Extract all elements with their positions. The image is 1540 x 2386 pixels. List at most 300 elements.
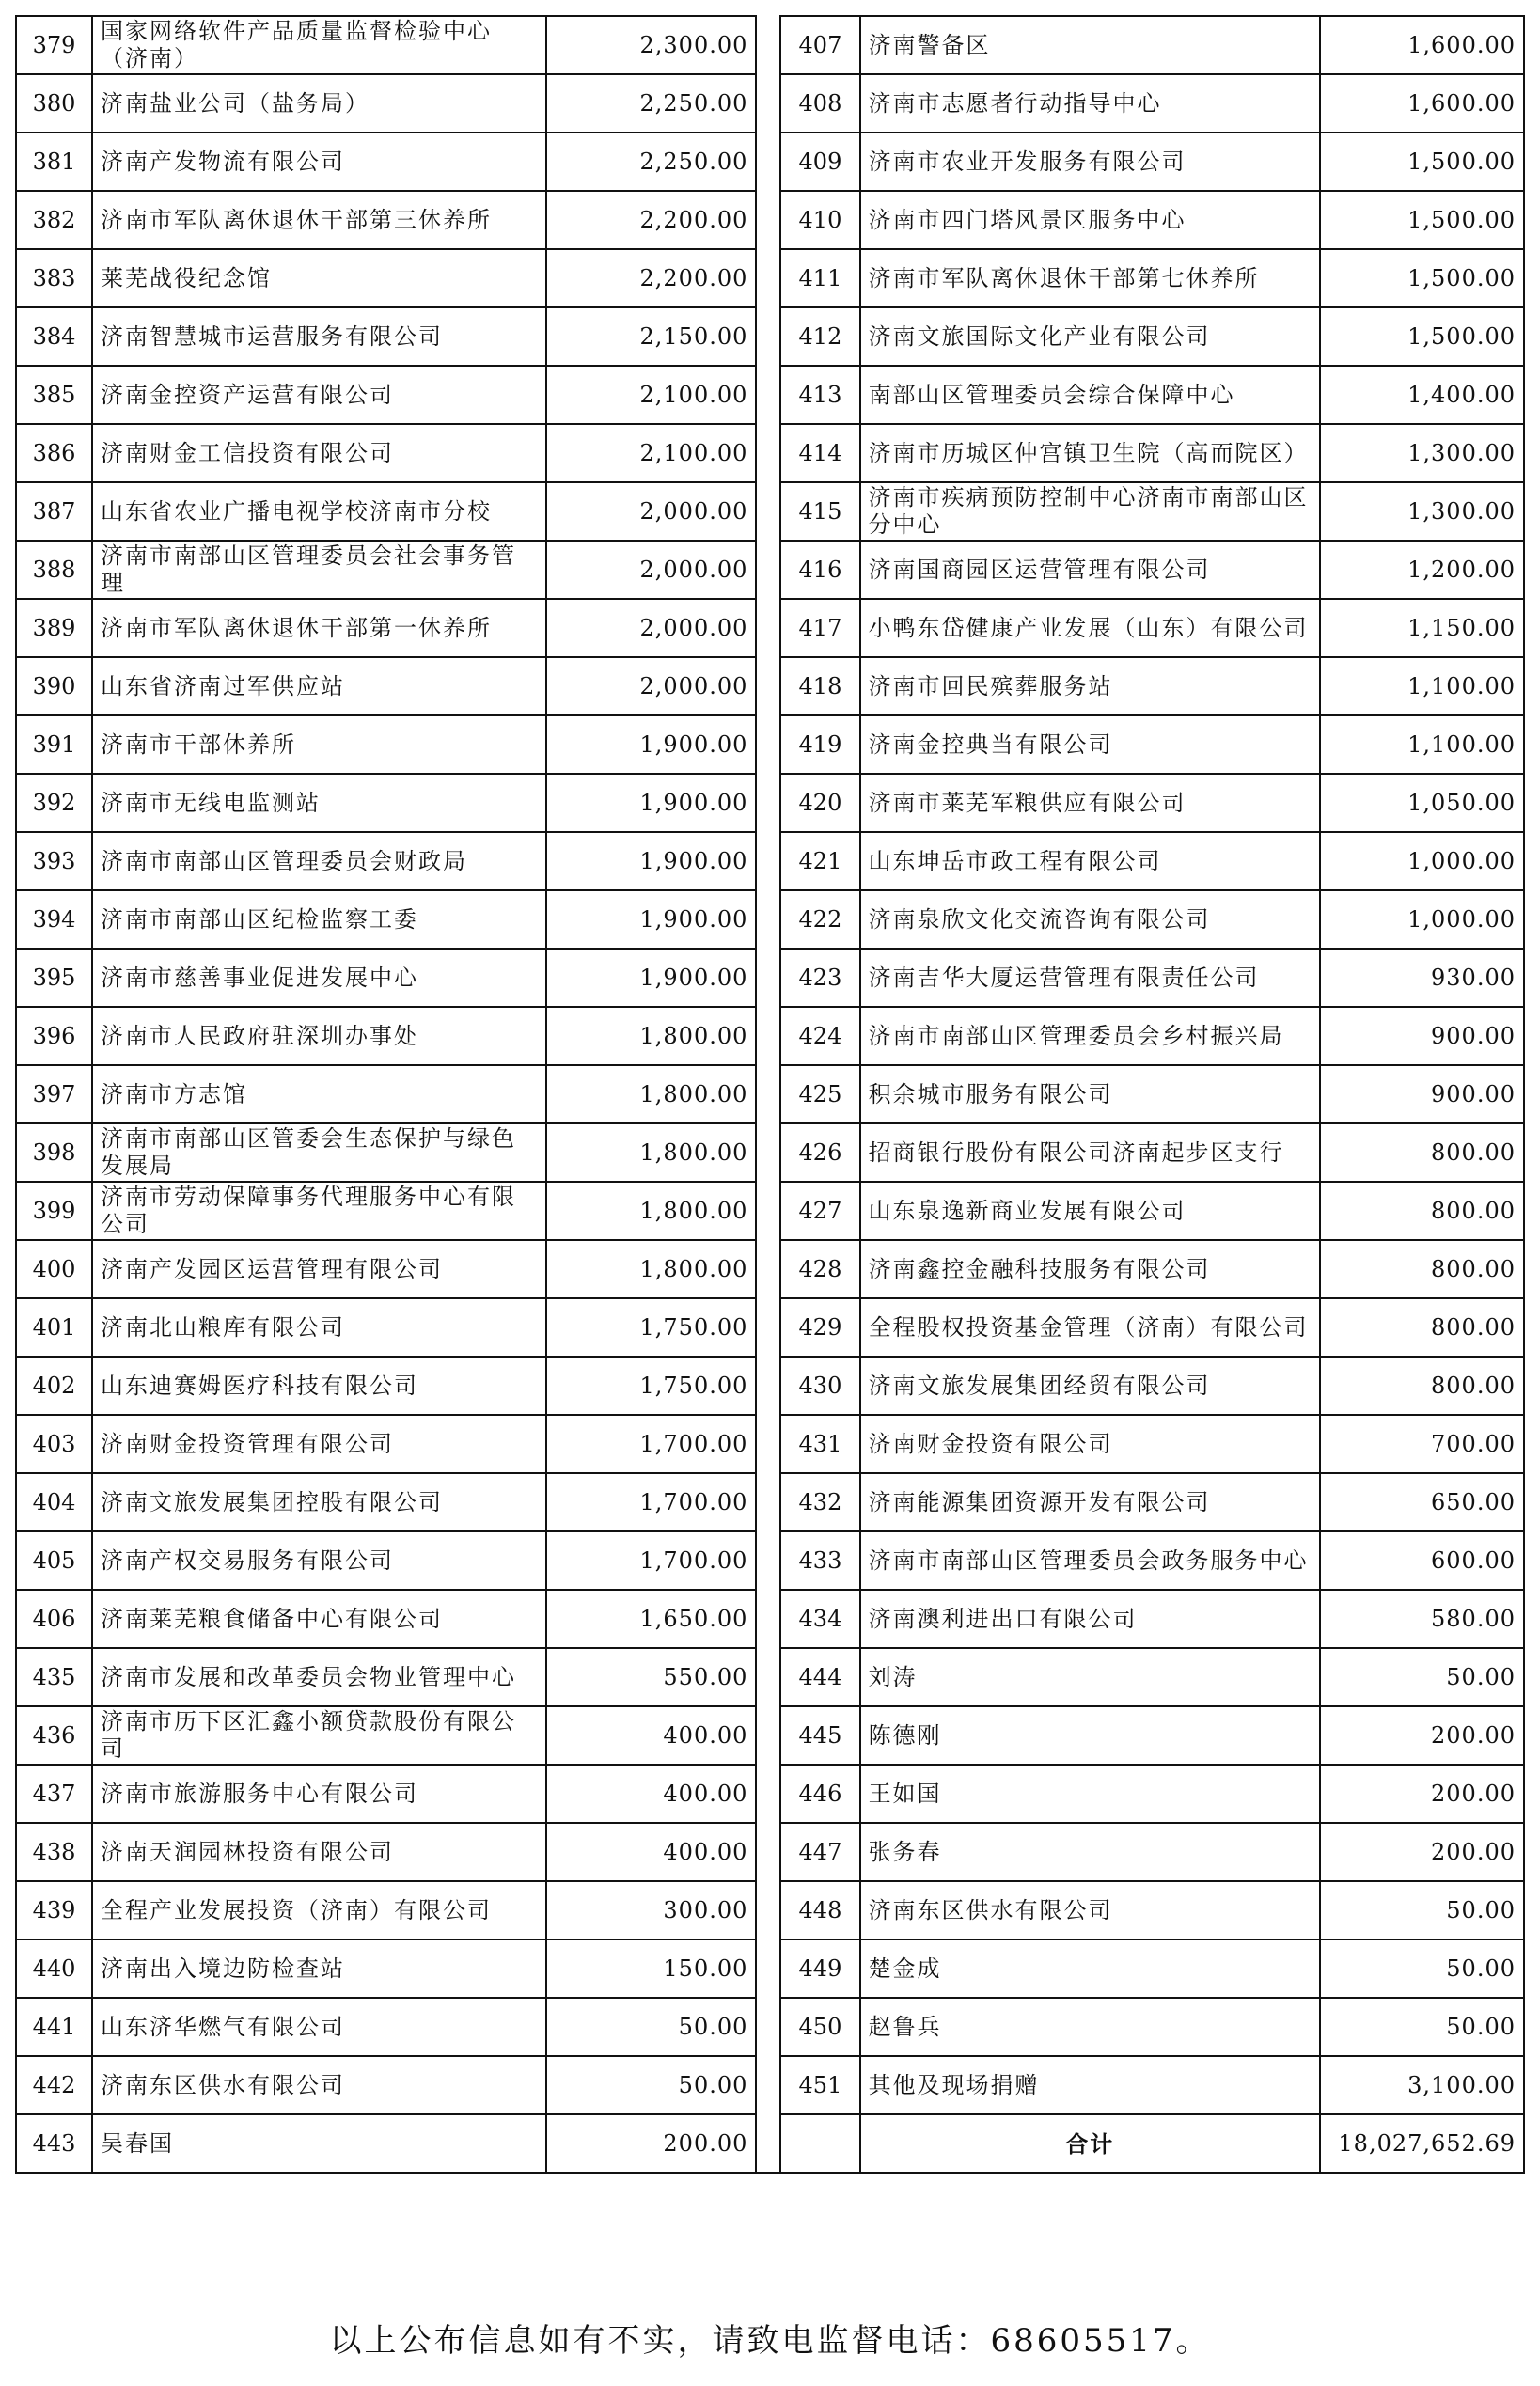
- right-entry-number: 417: [780, 599, 859, 657]
- left-donor-name: 济南市发展和改革委员会物业管理中心: [92, 1648, 546, 1706]
- right-donor-name: 济南鑫控金融科技服务有限公司: [860, 1240, 1320, 1298]
- left-entry-number: 404: [16, 1473, 92, 1531]
- table-row: [16, 1998, 1524, 2056]
- left-donor-name: 山东省济南过军供应站: [92, 657, 546, 715]
- table-row: [16, 307, 1524, 366]
- right-donation-amount: 1,500.00: [1320, 249, 1524, 307]
- right-donation-amount: 650.00: [1320, 1473, 1524, 1531]
- left-entry-number: 403: [16, 1415, 92, 1473]
- left-entry-number: 443: [16, 2114, 92, 2173]
- right-entry-number: 408: [780, 74, 859, 133]
- supervision-footer: 以上公布信息如有不实，请致电监督电话：68605517。: [329, 2322, 1211, 2360]
- total-label: 合计: [860, 2114, 1320, 2173]
- left-donation-amount: 2,100.00: [546, 424, 757, 482]
- left-entry-number: 386: [16, 424, 92, 482]
- right-donation-amount: 50.00: [1320, 1881, 1524, 1939]
- right-donation-amount: 1,150.00: [1320, 599, 1524, 657]
- column-separator: [756, 307, 780, 366]
- column-separator: [756, 482, 780, 541]
- left-donor-name: 济南市干部休养所: [92, 715, 546, 774]
- left-donation-amount: 400.00: [546, 1765, 757, 1823]
- right-donor-name: 招商银行股份有限公司济南起步区支行: [860, 1123, 1320, 1182]
- column-separator: [756, 1123, 780, 1182]
- left-donor-name: 吴春国: [92, 2114, 546, 2173]
- left-entry-number: 437: [16, 1765, 92, 1823]
- left-entry-number: 381: [16, 133, 92, 191]
- right-entry-number: 450: [780, 1998, 859, 2056]
- left-donation-amount: 1,650.00: [546, 1590, 757, 1648]
- right-donation-amount: 50.00: [1320, 1998, 1524, 2056]
- left-donation-amount: 1,900.00: [546, 949, 757, 1007]
- right-donation-amount: 900.00: [1320, 1007, 1524, 1065]
- column-separator: [756, 2056, 780, 2114]
- table-row: [16, 1123, 1524, 1182]
- left-donor-name: 济南市劳动保障事务代理服务中心有限公司: [92, 1182, 546, 1240]
- left-donor-name: 山东省农业广播电视学校济南市分校: [92, 482, 546, 541]
- column-separator: [756, 1998, 780, 2056]
- left-donor-name: 济南智慧城市运营服务有限公司: [92, 307, 546, 366]
- left-entry-number: 382: [16, 191, 92, 249]
- column-separator: [756, 424, 780, 482]
- right-entry-number: 427: [780, 1182, 859, 1240]
- table-row: [16, 366, 1524, 424]
- left-donor-name: 济南财金投资管理有限公司: [92, 1415, 546, 1473]
- left-entry-number: 385: [16, 366, 92, 424]
- left-donation-amount: 2,200.00: [546, 249, 757, 307]
- left-donation-amount: 2,250.00: [546, 133, 757, 191]
- table-row: [16, 2056, 1524, 2114]
- column-separator: [756, 1415, 780, 1473]
- column-separator: [756, 16, 780, 74]
- right-donor-name: 济南市南部山区管理委员会乡村振兴局: [860, 1007, 1320, 1065]
- right-entry-number: 410: [780, 191, 859, 249]
- right-entry-number: 428: [780, 1240, 859, 1298]
- left-entry-number: 401: [16, 1298, 92, 1357]
- left-donation-amount: 1,900.00: [546, 715, 757, 774]
- column-separator: [756, 1590, 780, 1648]
- left-donation-amount: 400.00: [546, 1823, 757, 1881]
- left-donation-amount: 1,900.00: [546, 890, 757, 949]
- right-donor-name: 济南能源集团资源开发有限公司: [860, 1473, 1320, 1531]
- right-donor-name: 山东泉逸新商业发展有限公司: [860, 1182, 1320, 1240]
- left-donation-amount: 50.00: [546, 1998, 757, 2056]
- left-donor-name: 济南市慈善事业促进发展中心: [92, 949, 546, 1007]
- right-donor-name: 赵鲁兵: [860, 1998, 1320, 2056]
- left-donor-name: 济南财金工信投资有限公司: [92, 424, 546, 482]
- column-separator: [756, 1007, 780, 1065]
- left-donation-amount: 2,000.00: [546, 657, 757, 715]
- right-entry-number: 447: [780, 1823, 859, 1881]
- left-entry-number: 441: [16, 1998, 92, 2056]
- donation-table: [15, 15, 1525, 2174]
- left-donor-name: 济南市旅游服务中心有限公司: [92, 1765, 546, 1823]
- table-row: [16, 1531, 1524, 1590]
- left-entry-number: 440: [16, 1939, 92, 1998]
- table-row: [16, 1939, 1524, 1998]
- left-entry-number: 439: [16, 1881, 92, 1939]
- right-donation-amount: 800.00: [1320, 1240, 1524, 1298]
- left-donation-amount: 1,750.00: [546, 1357, 757, 1415]
- right-entry-number: 445: [780, 1706, 859, 1765]
- left-donation-amount: 2,150.00: [546, 307, 757, 366]
- right-entry-number: 409: [780, 133, 859, 191]
- right-entry-number: 446: [780, 1765, 859, 1823]
- column-separator: [756, 949, 780, 1007]
- right-donor-name: 济南财金投资有限公司: [860, 1415, 1320, 1473]
- table-row: [16, 599, 1524, 657]
- right-donor-name: 全程股权投资基金管理（济南）有限公司: [860, 1298, 1320, 1357]
- left-donor-name: 济南文旅发展集团控股有限公司: [92, 1473, 546, 1531]
- left-entry-number: 438: [16, 1823, 92, 1881]
- left-entry-number: 387: [16, 482, 92, 541]
- right-donation-amount: 800.00: [1320, 1123, 1524, 1182]
- column-separator: [756, 1240, 780, 1298]
- left-donation-amount: 2,300.00: [546, 16, 757, 74]
- column-separator: [756, 249, 780, 307]
- right-donation-amount: 1,500.00: [1320, 307, 1524, 366]
- table-row: [16, 1240, 1524, 1298]
- table-row: [16, 482, 1524, 541]
- column-separator: [756, 74, 780, 133]
- right-donation-amount: 50.00: [1320, 1939, 1524, 1998]
- table-row: [16, 249, 1524, 307]
- column-separator: [756, 1648, 780, 1706]
- right-donation-amount: 1,100.00: [1320, 715, 1524, 774]
- left-donor-name: 济南产权交易服务有限公司: [92, 1531, 546, 1590]
- right-donor-name: 济南警备区: [860, 16, 1320, 74]
- left-donation-amount: 200.00: [546, 2114, 757, 2173]
- left-donor-name: 济南市南部山区管理委员会财政局: [92, 832, 546, 890]
- column-separator: [756, 1357, 780, 1415]
- right-donor-name: 张务春: [860, 1823, 1320, 1881]
- left-donation-amount: 1,700.00: [546, 1531, 757, 1590]
- donation-rows: [16, 16, 1524, 2173]
- table-row: [16, 541, 1524, 599]
- table-row: [16, 1473, 1524, 1531]
- column-separator: [756, 1473, 780, 1531]
- left-donor-name: 莱芜战役纪念馆: [92, 249, 546, 307]
- column-separator: [756, 1881, 780, 1939]
- column-separator: [756, 657, 780, 715]
- left-donor-name: 济南市军队离休退休干部第三休养所: [92, 191, 546, 249]
- column-separator: [756, 715, 780, 774]
- right-donor-name: 山东坤岳市政工程有限公司: [860, 832, 1320, 890]
- right-donation-amount: 200.00: [1320, 1823, 1524, 1881]
- left-donation-amount: 2,250.00: [546, 74, 757, 133]
- right-entry-number: 448: [780, 1881, 859, 1939]
- right-entry-number: 432: [780, 1473, 859, 1531]
- left-entry-number: 396: [16, 1007, 92, 1065]
- left-entry-number: 391: [16, 715, 92, 774]
- left-entry-number: 390: [16, 657, 92, 715]
- left-donor-name: 济南市军队离休退休干部第一休养所: [92, 599, 546, 657]
- right-donor-name: 其他及现场捐赠: [860, 2056, 1320, 2114]
- left-entry-number: 398: [16, 1123, 92, 1182]
- left-donor-name: 济南市方志馆: [92, 1065, 546, 1123]
- left-donation-amount: 50.00: [546, 2056, 757, 2114]
- right-donor-name: 济南澳利进出口有限公司: [860, 1590, 1320, 1648]
- left-donor-name: 济南出入境边防检查站: [92, 1939, 546, 1998]
- right-donation-amount: 1,600.00: [1320, 16, 1524, 74]
- right-entry-number: 425: [780, 1065, 859, 1123]
- right-entry-number: 434: [780, 1590, 859, 1648]
- right-entry-number: 412: [780, 307, 859, 366]
- left-donor-name: 济南市南部山区纪检监察工委: [92, 890, 546, 949]
- table-row: [16, 1648, 1524, 1706]
- left-donor-name: 济南产发物流有限公司: [92, 133, 546, 191]
- column-separator: [756, 1765, 780, 1823]
- left-entry-number: 395: [16, 949, 92, 1007]
- left-donor-name: 济南市南部山区管委会生态保护与绿色发展局: [92, 1123, 546, 1182]
- right-donation-amount: 1,050.00: [1320, 774, 1524, 832]
- right-donation-amount: 1,400.00: [1320, 366, 1524, 424]
- left-donation-amount: 1,900.00: [546, 774, 757, 832]
- left-donor-name: 全程产业发展投资（济南）有限公司: [92, 1881, 546, 1939]
- right-entry-number: 431: [780, 1415, 859, 1473]
- left-donation-amount: 1,900.00: [546, 832, 757, 890]
- right-donation-amount: 1,300.00: [1320, 482, 1524, 541]
- left-donor-name: 济南产发园区运营管理有限公司: [92, 1240, 546, 1298]
- right-donor-name: 济南东区供水有限公司: [860, 1881, 1320, 1939]
- column-separator: [756, 366, 780, 424]
- right-entry-number: 430: [780, 1357, 859, 1415]
- right-donation-amount: 700.00: [1320, 1415, 1524, 1473]
- right-entry-number: 451: [780, 2056, 859, 2114]
- table-row: [16, 949, 1524, 1007]
- left-donation-amount: 2,100.00: [546, 366, 757, 424]
- left-donor-name: 济南东区供水有限公司: [92, 2056, 546, 2114]
- right-entry-number: 422: [780, 890, 859, 949]
- right-donor-name: 济南市历城区仲宫镇卫生院（高而院区）: [860, 424, 1320, 482]
- left-entry-number: 400: [16, 1240, 92, 1298]
- right-donor-name: 济南市军队离休退休干部第七休养所: [860, 249, 1320, 307]
- left-donor-name: 济南盐业公司（盐务局）: [92, 74, 546, 133]
- left-entry-number: 402: [16, 1357, 92, 1415]
- table-row: [16, 657, 1524, 715]
- left-donation-amount: 1,800.00: [546, 1240, 757, 1298]
- right-entry-number: 444: [780, 1648, 859, 1706]
- left-donation-amount: 1,800.00: [546, 1065, 757, 1123]
- right-donor-name: 济南市农业开发服务有限公司: [860, 133, 1320, 191]
- table-row: [16, 890, 1524, 949]
- right-entry-number: 413: [780, 366, 859, 424]
- left-donation-amount: 400.00: [546, 1706, 757, 1765]
- left-entry-number: 394: [16, 890, 92, 949]
- column-separator: [756, 832, 780, 890]
- left-donation-amount: 2,200.00: [546, 191, 757, 249]
- left-entry-number: 442: [16, 2056, 92, 2114]
- left-entry-number: 392: [16, 774, 92, 832]
- left-entry-number: 397: [16, 1065, 92, 1123]
- left-donor-name: 济南市无线电监测站: [92, 774, 546, 832]
- right-entry-number: 424: [780, 1007, 859, 1065]
- table-row: [16, 1823, 1524, 1881]
- right-donation-amount: 1,600.00: [1320, 74, 1524, 133]
- right-entry-number: 420: [780, 774, 859, 832]
- right-donation-amount: 1,000.00: [1320, 832, 1524, 890]
- right-donor-name: 济南文旅国际文化产业有限公司: [860, 307, 1320, 366]
- right-entry-number: 418: [780, 657, 859, 715]
- column-separator: [756, 191, 780, 249]
- left-entry-number: 406: [16, 1590, 92, 1648]
- left-donation-amount: 2,000.00: [546, 599, 757, 657]
- right-entry-number: 423: [780, 949, 859, 1007]
- right-donor-name: 济南市四门塔风景区服务中心: [860, 191, 1320, 249]
- right-donation-amount: 1,200.00: [1320, 541, 1524, 599]
- right-donor-name: 南部山区管理委员会综合保障中心: [860, 366, 1320, 424]
- left-entry-number: 379: [16, 16, 92, 74]
- column-separator: [756, 599, 780, 657]
- left-donor-name: 济南市南部山区管理委员会社会事务管理: [92, 541, 546, 599]
- right-entry-number: 407: [780, 16, 859, 74]
- left-donation-amount: 1,800.00: [546, 1182, 757, 1240]
- left-entry-number: 399: [16, 1182, 92, 1240]
- right-entry-number: 426: [780, 1123, 859, 1182]
- table-row: [16, 715, 1524, 774]
- right-entry-number: 415: [780, 482, 859, 541]
- left-donation-amount: 1,800.00: [546, 1007, 757, 1065]
- left-donation-amount: 1,700.00: [546, 1473, 757, 1531]
- right-donation-amount: 800.00: [1320, 1182, 1524, 1240]
- table-row: [16, 1007, 1524, 1065]
- right-donor-name: 济南泉欣文化交流咨询有限公司: [860, 890, 1320, 949]
- right-entry-number: 449: [780, 1939, 859, 1998]
- right-donation-amount: 50.00: [1320, 1648, 1524, 1706]
- right-entry-number: 419: [780, 715, 859, 774]
- right-donation-amount: 800.00: [1320, 1357, 1524, 1415]
- donation-document: [15, 15, 1525, 2174]
- right-donation-amount: 1,300.00: [1320, 424, 1524, 482]
- right-donor-name: 济南市回民殡葬服务站: [860, 657, 1320, 715]
- right-donation-amount: 600.00: [1320, 1531, 1524, 1590]
- right-donor-name: 王如国: [860, 1765, 1320, 1823]
- table-row: [16, 424, 1524, 482]
- table-row: [16, 1357, 1524, 1415]
- left-donor-name: 济南市人民政府驻深圳办事处: [92, 1007, 546, 1065]
- left-donor-name: 济南莱芜粮食储备中心有限公司: [92, 1590, 546, 1648]
- total-empty-cell: [780, 2114, 859, 2173]
- table-row: [16, 74, 1524, 133]
- left-donation-amount: 2,000.00: [546, 482, 757, 541]
- left-entry-number: 405: [16, 1531, 92, 1590]
- right-donation-amount: 1,500.00: [1320, 133, 1524, 191]
- right-donation-amount: 900.00: [1320, 1065, 1524, 1123]
- right-entry-number: 411: [780, 249, 859, 307]
- right-donor-name: 济南市疾病预防控制中心济南市南部山区分中心: [860, 482, 1320, 541]
- table-row: [16, 774, 1524, 832]
- left-entry-number: 388: [16, 541, 92, 599]
- column-separator: [756, 2114, 780, 2173]
- table-row: [16, 1706, 1524, 1765]
- table-row: [16, 1881, 1524, 1939]
- left-entry-number: 384: [16, 307, 92, 366]
- left-entry-number: 383: [16, 249, 92, 307]
- left-donor-name: 山东迪赛姆医疗科技有限公司: [92, 1357, 546, 1415]
- column-separator: [756, 1065, 780, 1123]
- left-entry-number: 436: [16, 1706, 92, 1765]
- left-donor-name: 山东济华燃气有限公司: [92, 1998, 546, 2056]
- right-donation-amount: 580.00: [1320, 1590, 1524, 1648]
- left-donation-amount: 2,000.00: [546, 541, 757, 599]
- total-amount: 18,027,652.69: [1320, 2114, 1524, 2173]
- table-row: [16, 1065, 1524, 1123]
- right-donor-name: 济南金控典当有限公司: [860, 715, 1320, 774]
- right-donor-name: 济南国商园区运营管理有限公司: [860, 541, 1320, 599]
- right-donor-name: 刘涛: [860, 1648, 1320, 1706]
- right-donor-name: 陈德刚: [860, 1706, 1320, 1765]
- right-donation-amount: 800.00: [1320, 1298, 1524, 1357]
- column-separator: [756, 1298, 780, 1357]
- table-row: [16, 832, 1524, 890]
- right-entry-number: 414: [780, 424, 859, 482]
- column-separator: [756, 1939, 780, 1998]
- left-donor-name: 济南北山粮库有限公司: [92, 1298, 546, 1357]
- column-separator: [756, 1531, 780, 1590]
- column-separator: [756, 1706, 780, 1765]
- right-donation-amount: 1,500.00: [1320, 191, 1524, 249]
- left-donor-name: 国家网络软件产品质量监督检验中心（济南）: [92, 16, 546, 74]
- left-donation-amount: 1,700.00: [546, 1415, 757, 1473]
- right-donation-amount: 930.00: [1320, 949, 1524, 1007]
- left-entry-number: 380: [16, 74, 92, 133]
- table-row: [16, 1298, 1524, 1357]
- column-separator: [756, 1823, 780, 1881]
- left-donation-amount: 1,750.00: [546, 1298, 757, 1357]
- left-entry-number: 389: [16, 599, 92, 657]
- right-donor-name: 小鸭东岱健康产业发展（山东）有限公司: [860, 599, 1320, 657]
- right-donation-amount: 200.00: [1320, 1706, 1524, 1765]
- table-row: [16, 16, 1524, 74]
- column-separator: [756, 774, 780, 832]
- right-donor-name: 楚金成: [860, 1939, 1320, 1998]
- left-donation-amount: 550.00: [546, 1648, 757, 1706]
- right-donor-name: 积余城市服务有限公司: [860, 1065, 1320, 1123]
- right-donation-amount: 200.00: [1320, 1765, 1524, 1823]
- right-donation-amount: 1,000.00: [1320, 890, 1524, 949]
- right-entry-number: 421: [780, 832, 859, 890]
- left-donation-amount: 300.00: [546, 1881, 757, 1939]
- left-entry-number: 393: [16, 832, 92, 890]
- left-donor-name: 济南市历下区汇鑫小额贷款股份有限公司: [92, 1706, 546, 1765]
- left-donor-name: 济南金控资产运营有限公司: [92, 366, 546, 424]
- right-donation-amount: 1,100.00: [1320, 657, 1524, 715]
- column-separator: [756, 890, 780, 949]
- right-donor-name: 济南市南部山区管理委员会政务服务中心: [860, 1531, 1320, 1590]
- table-row: [16, 1765, 1524, 1823]
- table-row: [16, 1182, 1524, 1240]
- table-row: [16, 191, 1524, 249]
- right-donor-name: 济南市莱芜军粮供应有限公司: [860, 774, 1320, 832]
- column-separator: [756, 1182, 780, 1240]
- left-donation-amount: 150.00: [546, 1939, 757, 1998]
- left-donor-name: 济南天润园林投资有限公司: [92, 1823, 546, 1881]
- right-donor-name: 济南市志愿者行动指导中心: [860, 74, 1320, 133]
- column-separator: [756, 541, 780, 599]
- total-row: [16, 2114, 1524, 2173]
- right-entry-number: 429: [780, 1298, 859, 1357]
- column-separator: [756, 133, 780, 191]
- right-entry-number: 416: [780, 541, 859, 599]
- right-donor-name: 济南文旅发展集团经贸有限公司: [860, 1357, 1320, 1415]
- left-donation-amount: 1,800.00: [546, 1123, 757, 1182]
- table-row: [16, 133, 1524, 191]
- left-entry-number: 435: [16, 1648, 92, 1706]
- right-donor-name: 济南吉华大厦运营管理有限责任公司: [860, 949, 1320, 1007]
- right-entry-number: 433: [780, 1531, 859, 1590]
- table-row: [16, 1415, 1524, 1473]
- right-donation-amount: 3,100.00: [1320, 2056, 1524, 2114]
- table-row: [16, 1590, 1524, 1648]
